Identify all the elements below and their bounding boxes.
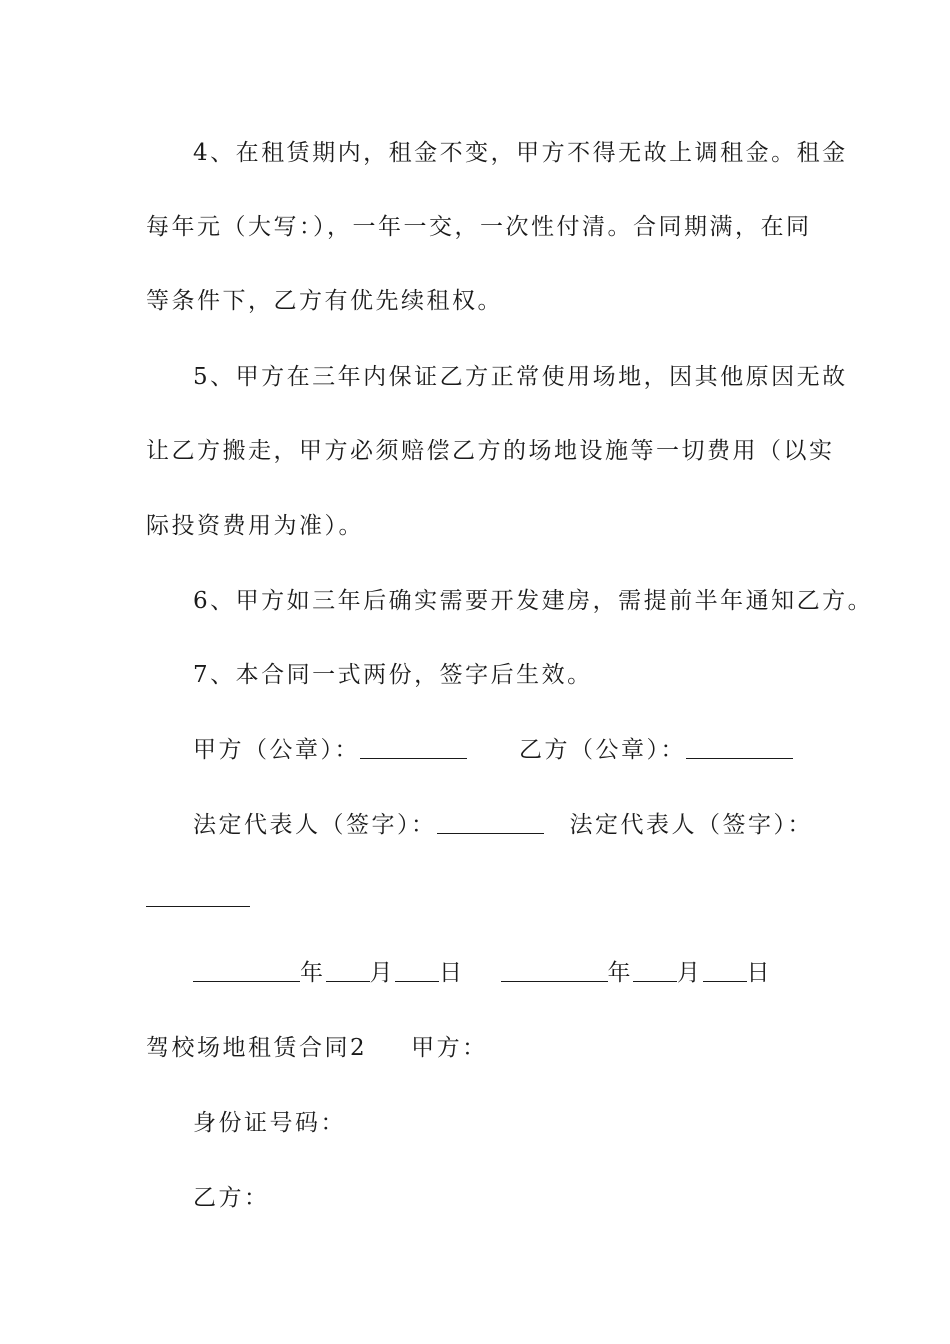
contract-2-heading	[146, 1033, 488, 1063]
year-b-label: 年	[607, 960, 633, 986]
clause-4-line-1: 4、在租赁期内，租金不变，甲方不得无故上调租金。租金	[193, 140, 848, 166]
day-a-blank	[395, 980, 439, 982]
id-number-label: 身份证号码：	[193, 1110, 346, 1136]
clause-5-line-2: 让乙方搬走，甲方必须赔偿乙方的场地设施等一切费用（以实	[146, 438, 835, 464]
party-a-rep-blank	[437, 832, 544, 834]
party-b-rep-blank	[146, 905, 250, 907]
party-a-rep-label: 法定代表人（签字）：	[193, 812, 437, 838]
clause-6: 6、甲方如三年后确实需要开发建房，需提前半年通知乙方。	[193, 588, 874, 614]
contract-2-party-a: 甲方：	[411, 1035, 488, 1061]
year-a-label: 年	[300, 960, 326, 986]
clause-5-line-1: 5、甲方在三年内保证乙方正常使用场地，因其他原因无故	[193, 364, 848, 390]
clause-4-line-2: 每年元（大写：），一年一交，一次性付清。合同期满，在同	[146, 214, 812, 240]
party-b-seal-blank	[686, 757, 793, 759]
party-a-seal-blank	[360, 757, 467, 759]
day-b-blank	[703, 980, 747, 982]
seal-row	[193, 735, 793, 765]
day-a-label: 日	[439, 960, 465, 986]
contract-2-title: 驾校场地租赁合同2	[146, 1035, 368, 1061]
month-a-blank	[326, 980, 370, 982]
party-b-rep-label: 法定代表人（签字）：	[569, 812, 813, 838]
month-a-label: 月	[369, 960, 395, 986]
contract-2-party-b: 乙方：	[193, 1185, 270, 1211]
year-a-blank	[193, 980, 300, 982]
year-b-blank	[501, 980, 608, 982]
clause-4-line-3: 等条件下，乙方有优先续租权。	[146, 288, 503, 314]
rep-row	[193, 810, 813, 840]
party-a-seal-label: 甲方（公章）：	[193, 737, 360, 763]
day-b-label: 日	[746, 960, 772, 986]
clause-5-line-3: 际投资费用为准）。	[146, 513, 364, 539]
date-row	[193, 958, 772, 988]
party-b-seal-label: 乙方（公章）：	[519, 737, 686, 763]
clause-7: 7、本合同一式两份，签字后生效。	[193, 662, 593, 688]
month-b-label: 月	[677, 960, 703, 986]
month-b-blank	[633, 980, 677, 982]
